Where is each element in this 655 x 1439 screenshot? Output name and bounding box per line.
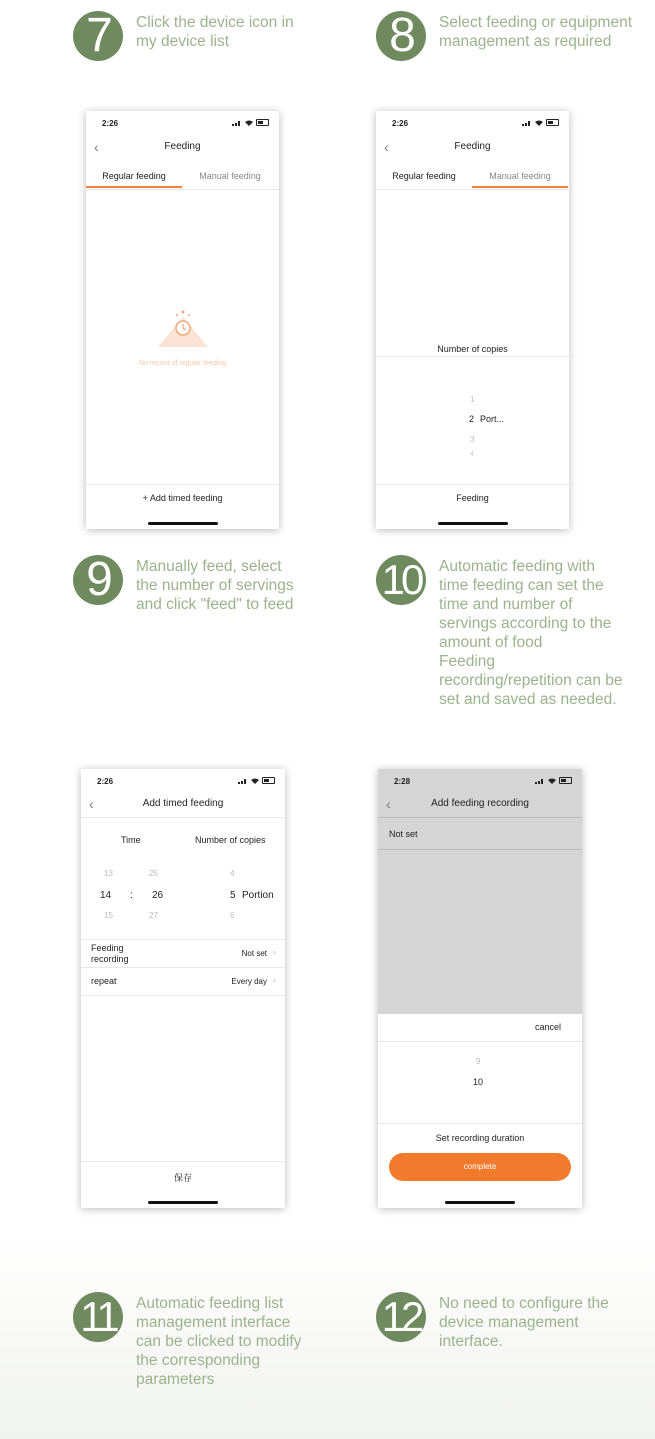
step-8 — [376, 11, 632, 61]
copies-unit: Portion — [242, 890, 274, 901]
phone-screen-regular-feeding — [86, 111, 279, 529]
nav-bar — [86, 137, 279, 157]
step-text: No need to configure the device management interface. — [439, 1295, 609, 1350]
step-12 — [376, 1292, 609, 1351]
wifi-icon — [535, 120, 543, 126]
step-number-badge: 8 — [376, 11, 426, 61]
recording-value[interactable]: Not set — [389, 829, 418, 839]
feeding-button[interactable]: Feeding — [456, 493, 489, 503]
cancel-button[interactable]: cancel — [534, 1022, 561, 1032]
status-icons — [535, 777, 572, 784]
copies-option[interactable]: 6 — [230, 911, 235, 920]
alarm-clock-icon — [156, 309, 210, 347]
home-indicator — [438, 522, 508, 525]
step-number-badge: 9 — [73, 555, 123, 605]
picker-option[interactable]: 3 — [470, 435, 475, 444]
hour-option[interactable]: 13 — [104, 869, 113, 878]
back-chevron-icon[interactable]: ‹ — [384, 139, 389, 155]
divider — [378, 1123, 582, 1124]
divider — [378, 849, 582, 850]
sheet-label: Set recording duration — [435, 1133, 525, 1143]
step-text: Manually feed, select the number of servings and click "feed" to feed — [136, 558, 294, 613]
status-icons — [238, 777, 275, 784]
step-text: Select feeding or equipment management as required — [439, 14, 633, 50]
status-time: 2:28 — [394, 777, 411, 786]
back-chevron-icon[interactable]: ‹ — [386, 796, 391, 812]
picker-option[interactable]: 4 — [470, 451, 474, 458]
wifi-icon — [245, 120, 253, 126]
divider — [376, 356, 569, 357]
signal-icon — [535, 778, 545, 784]
step-number-badge: 11 — [73, 1292, 123, 1342]
divider — [378, 1041, 582, 1042]
row-label: repeat — [91, 976, 117, 986]
step-10 — [376, 555, 623, 709]
divider — [81, 817, 285, 818]
feeding-recording-row[interactable] — [81, 940, 285, 967]
status-bar — [86, 111, 279, 133]
time-separator: : — [130, 890, 133, 901]
picker-option[interactable]: 1 — [470, 395, 475, 404]
phone-screen-add-feeding-recording — [378, 769, 582, 1208]
step-11 — [73, 1292, 301, 1389]
step-number-badge: 10 — [376, 555, 426, 605]
nav-bar — [376, 137, 569, 157]
picker-label: Number of copies — [437, 344, 508, 354]
status-icons — [522, 119, 559, 126]
nav-bar — [378, 794, 582, 814]
back-chevron-icon[interactable]: ‹ — [94, 139, 99, 155]
page-title: Add timed feeding — [142, 798, 224, 809]
step-7 — [73, 11, 294, 61]
step-number-badge: 7 — [73, 11, 123, 61]
back-chevron-icon[interactable]: ‹ — [89, 796, 94, 812]
tab-manual-feeding[interactable]: Manual feeding — [489, 171, 551, 181]
minute-option[interactable]: 27 — [149, 911, 158, 920]
step-text: Click the device icon in my device list — [136, 14, 294, 50]
phone-screen-add-timed-feeding — [81, 769, 285, 1208]
page-title: Feeding — [164, 141, 201, 152]
tab-manual-feeding[interactable]: Manual feeding — [199, 171, 261, 181]
copies-column-label: Number of copies — [195, 835, 266, 845]
status-time: 2:26 — [102, 119, 119, 128]
battery-icon — [262, 777, 275, 784]
page-title: Feeding — [454, 141, 491, 152]
hour-option[interactable]: 15 — [104, 911, 113, 920]
active-tab-underline — [472, 186, 568, 188]
row-label: Feeding recording — [91, 943, 129, 964]
copies-option[interactable]: 4 — [230, 869, 235, 878]
tab-bar — [376, 167, 569, 190]
picker-option[interactable]: 9 — [476, 1057, 481, 1066]
home-indicator — [445, 1201, 515, 1204]
time-column-label: Time — [121, 835, 141, 845]
empty-state-text: No record of regular feeding — [138, 360, 227, 367]
chevron-right-icon: › — [273, 947, 276, 957]
wifi-icon — [251, 778, 259, 784]
repeat-row[interactable] — [81, 968, 285, 995]
status-time: 2:26 — [392, 119, 409, 128]
chevron-right-icon: › — [273, 975, 276, 985]
picker-selected-value[interactable]: 2 — [469, 414, 475, 424]
signal-icon — [238, 778, 248, 784]
status-bar — [81, 769, 285, 791]
step-9 — [73, 555, 294, 614]
picker-unit: Port... — [480, 414, 505, 424]
status-bar — [376, 111, 569, 133]
nav-bar — [81, 794, 285, 814]
step-text: Automatic feeding list management interface can be clicked to modify the corresponding parameters — [136, 1295, 302, 1388]
step-number-badge: 12 — [376, 1292, 426, 1342]
divider — [376, 484, 569, 485]
minute-option[interactable]: 25 — [149, 869, 158, 878]
signal-icon — [522, 120, 532, 126]
battery-icon — [559, 777, 572, 784]
status-time: 2:26 — [97, 777, 114, 786]
row-value: Every day — [231, 977, 267, 986]
row-value: Not set — [241, 949, 267, 958]
status-bar — [378, 769, 582, 791]
copies-selected[interactable]: 5 — [230, 890, 236, 901]
signal-icon — [232, 120, 242, 126]
phone-screen-manual-feeding — [376, 111, 569, 529]
step-text: Automatic feeding with time feeding can set the time and number of servings according to the amount of food Feeding recording/repetition can be set and saved as needed. — [439, 558, 623, 708]
home-indicator — [148, 522, 218, 525]
divider — [81, 995, 285, 996]
divider — [81, 1161, 285, 1162]
active-tab-underline — [86, 186, 182, 188]
minute-selected[interactable]: 26 — [152, 890, 164, 901]
tab-regular-feeding[interactable]: Regular feeding — [102, 171, 166, 181]
home-indicator — [148, 1201, 218, 1204]
tab-bar — [86, 167, 279, 190]
status-icons — [232, 119, 269, 126]
save-button[interactable]: 保存 — [173, 1173, 192, 1183]
battery-icon — [546, 119, 559, 126]
divider — [86, 484, 279, 485]
complete-button[interactable]: complete — [389, 1153, 571, 1181]
battery-icon — [256, 119, 269, 126]
add-timed-feeding-button[interactable]: + Add timed feeding — [142, 493, 223, 503]
divider — [378, 817, 582, 818]
wifi-icon — [548, 778, 556, 784]
tab-regular-feeding[interactable]: Regular feeding — [392, 171, 456, 181]
page-title: Add feeding recording — [431, 798, 529, 809]
hour-selected[interactable]: 14 — [100, 890, 112, 901]
picker-selected-value[interactable]: 10 — [473, 1077, 484, 1087]
